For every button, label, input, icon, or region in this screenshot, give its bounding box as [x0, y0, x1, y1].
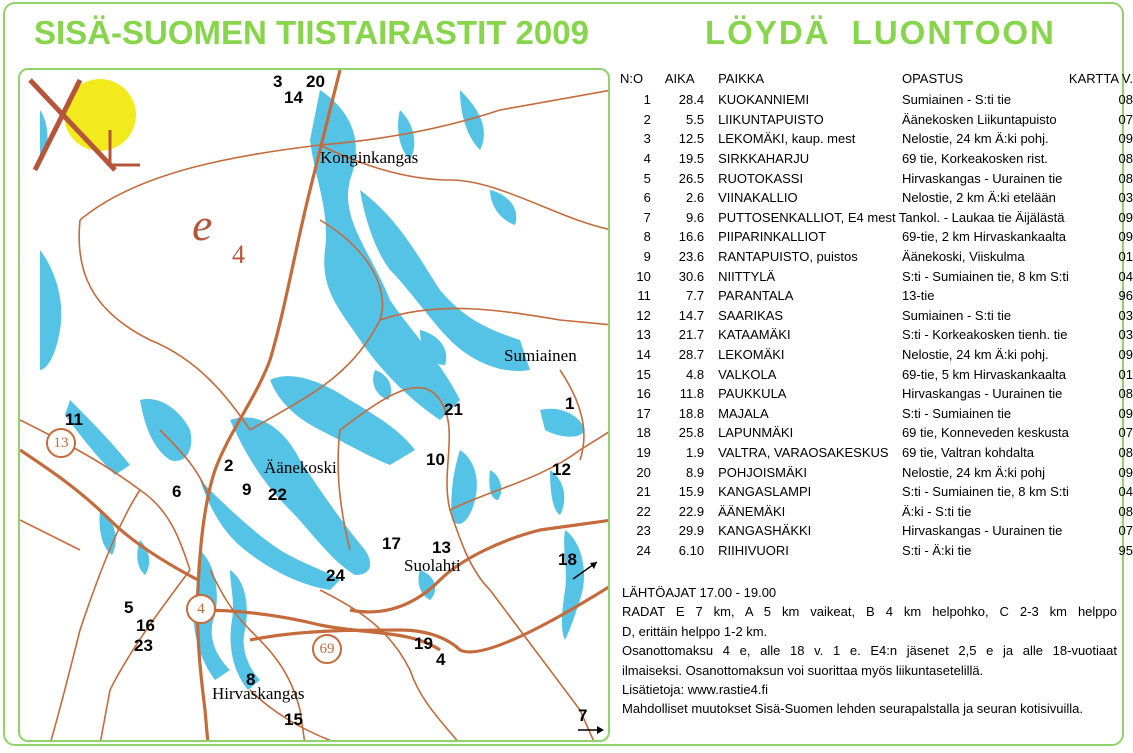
cell-opastus: Sumiainen - S:ti tie [901, 92, 1012, 108]
control-22[interactable]: 22 [268, 485, 287, 504]
changes-note: Mahdolliset muutokset Sisä-Suomen lehden seurapalstalla ja seuran kotisivuilla. [622, 701, 1084, 717]
cell-kartta: 08 [1118, 444, 1133, 460]
cell-kartta: 04 [1118, 268, 1133, 284]
cell-paikka: SAARIKAS [718, 307, 784, 323]
cell-opastus: Äänekosken Liikuntapuisto [901, 111, 1057, 127]
cell-kartta: 07 [1118, 523, 1133, 539]
control-23[interactable]: 23 [134, 636, 153, 655]
table-row [620, 208, 1133, 228]
cell-paikka: RUOTOKASSI [718, 170, 804, 186]
table-row [620, 227, 1133, 247]
header-aika: AIKA [664, 70, 695, 86]
cell-no: 20 [636, 464, 651, 480]
cell-paikka: KATAAMÄKI [718, 327, 791, 343]
cell-opastus: S:ti - Ä:ki tie [901, 542, 972, 558]
control-3[interactable]: 3 [273, 72, 283, 91]
cell-no: 2 [643, 111, 651, 127]
cell-opastus: 69 tie, Korkeakosken rist. [901, 151, 1048, 167]
cell-kartta: 08 [1118, 151, 1133, 167]
cell-opastus: Hirvaskangas - Uurainen tie [901, 386, 1063, 402]
cell-aika: 19.5 [678, 151, 705, 167]
cell-paikka: RIIHIVUORI [718, 542, 789, 558]
cell-no: 4 [643, 151, 651, 167]
cell-no: 5 [643, 170, 651, 186]
table-row [620, 521, 1133, 541]
control-1[interactable]: 1 [565, 394, 575, 413]
cell-opastus: Nelostie, 24 km Ä:ki pohj. [901, 131, 1049, 147]
cell-no: 19 [636, 444, 651, 460]
cell-kartta: 09 [1118, 209, 1133, 225]
cell-kartta: 01 [1118, 249, 1133, 265]
cell-opastus: 13-tie [901, 288, 935, 304]
control-21[interactable]: 21 [444, 400, 463, 419]
header-opastus: OPASTUS [901, 70, 964, 86]
cell-paikka: LEKOMÄKI, kaup. mest [718, 131, 856, 147]
table-row [620, 90, 1133, 110]
cell-opastus: 69 tie, Valtran kohdalta [901, 444, 1034, 460]
cell-kartta: 09 [1118, 405, 1133, 421]
cell-no: 22 [636, 503, 651, 519]
cell-opastus: Nelostie, 24 km Ä:ki pohj. [901, 347, 1049, 363]
control-15[interactable]: 15 [284, 710, 303, 729]
cell-aika: 14.7 [678, 307, 705, 323]
place-aanekoski: Äänekoski [264, 458, 337, 477]
cell-aika: 11.8 [679, 386, 705, 402]
table-row [620, 110, 1133, 130]
cell-paikka: KANGASHÄKKI [718, 523, 812, 539]
cell-aika: 26.5 [678, 170, 705, 186]
control-10[interactable]: 10 [426, 450, 445, 469]
control-9[interactable]: 9 [242, 480, 252, 499]
cell-paikka: VALKOLA [718, 366, 777, 382]
control-20[interactable]: 20 [306, 72, 325, 91]
poster-slogan: LÖYDÄ LUONTOON [705, 14, 1056, 51]
cell-aika: 30.6 [678, 268, 705, 284]
poster-title: SISÄ-SUOMEN TIISTAIRASTIT 2009 [34, 14, 589, 51]
cell-opastus: S:ti - Sumiainen tie, 8 km S:ti [901, 268, 1069, 284]
table-row [620, 266, 1133, 286]
cell-paikka: PAUKKULA [718, 386, 787, 402]
event-info [622, 583, 1117, 719]
cell-aika: 22.9 [678, 503, 705, 519]
cell-kartta: 08 [1118, 92, 1133, 108]
table-body [620, 90, 1133, 560]
table-row [620, 404, 1133, 424]
cell-no: 11 [637, 288, 651, 304]
cell-kartta: 96 [1118, 288, 1133, 304]
cell-opastus: S:ti - Korkeakosken tienh. tie [901, 327, 1068, 343]
table-row [620, 286, 1133, 306]
cell-opastus: Äänekoski, Viiskulma [901, 249, 1025, 265]
header-paikka: PAIKKA [718, 70, 765, 86]
cell-paikka: LIIKUNTAPUISTO [718, 111, 824, 127]
cell-no: 13 [636, 327, 651, 343]
cell-paikka: POHJOISMÄKI [718, 464, 807, 480]
table-row [620, 129, 1133, 149]
cell-aika: 7.7 [686, 288, 705, 304]
table-row [620, 501, 1133, 521]
place-konginkangas: Konginkangas [320, 148, 419, 167]
cell-opastus: S:ti - Sumiainen tie, 8 km S:ti [901, 484, 1069, 500]
cell-aika: 25.8 [678, 425, 705, 441]
cell-paikka: PARANTALA [718, 288, 794, 304]
cell-aika: 6.10 [678, 542, 705, 558]
cell-kartta: 03 [1118, 327, 1133, 343]
control-24[interactable]: 24 [326, 566, 345, 585]
cell-kartta: 08 [1118, 503, 1133, 519]
place-hirvaskangas: Hirvaskangas [212, 684, 305, 703]
control-19[interactable]: 19 [414, 634, 433, 653]
cell-opastus: 69-tie, 2 km Hirvaskankaalta [901, 229, 1066, 245]
cell-opastus: Hirvaskangas - Uurainen tie [901, 523, 1063, 539]
table-row [620, 423, 1133, 443]
place-suolahti: Suolahti [404, 556, 461, 575]
cell-paikka: LAPUNMÄKI [718, 425, 794, 441]
cell-opastus: Sumiainen - S:ti tie [901, 307, 1012, 323]
table-row [620, 306, 1133, 326]
cell-no: 6 [643, 190, 651, 206]
cell-paikka: KUOKANNIEMI [718, 92, 810, 108]
table-row [620, 188, 1133, 208]
control-13[interactable]: 13 [432, 538, 451, 557]
cell-paikka: ÄÄNEMÄKI [718, 503, 786, 519]
cell-paikka: MAJALA [718, 405, 769, 421]
cell-kartta: 07 [1118, 111, 1133, 127]
control-7[interactable]: 7 [578, 706, 588, 725]
cell-kartta: 09 [1118, 229, 1133, 245]
cell-aika: 16.6 [678, 229, 705, 245]
cell-paikka: VIINAKALLIO [718, 190, 798, 206]
cell-no: 9 [643, 249, 651, 265]
table-row [620, 384, 1133, 404]
cell-aika: 15.9 [678, 484, 705, 500]
cell-paikka: NIITTYLÄ [718, 268, 776, 284]
logo-number: 4 [232, 240, 245, 269]
logo-letter: e [192, 199, 213, 250]
table-row [620, 482, 1133, 502]
table-row [620, 443, 1133, 463]
cell-paikka: RANTAPUISTO, puistos [718, 249, 858, 265]
cell-no: 12 [636, 307, 651, 323]
road-sign-4: 4 [186, 594, 216, 624]
cell-paikka: KANGASLAMPI [718, 484, 812, 500]
control-17[interactable]: 17 [382, 534, 401, 553]
control-2[interactable]: 2 [224, 456, 234, 475]
cell-no: 24 [636, 542, 651, 558]
cell-paikka: LEKOMÄKI [718, 347, 785, 363]
control-16[interactable]: 16 [136, 616, 155, 635]
controls-table [620, 66, 1133, 560]
courses-line-1: RADAT E 7 km, A 5 km vaikeat, B 4 km helpohko, C 2-3 km helppo [622, 604, 1117, 620]
cell-aika: 1.9 [686, 444, 705, 460]
place-sumiainen: Sumiainen [504, 346, 577, 365]
arrow-7-head [597, 726, 604, 734]
cell-kartta: 07 [1118, 425, 1133, 441]
table-header-row [620, 66, 1133, 90]
cell-aika: 28.7 [678, 347, 705, 363]
cell-aika: 2.6 [686, 190, 705, 206]
table-row [620, 149, 1133, 169]
cell-paikka: PIIPARINKALLIOT [718, 229, 827, 245]
cell-no: 16 [636, 386, 651, 402]
cell-aika: 21.7 [678, 327, 705, 343]
cell-aika: 8.9 [686, 464, 705, 480]
control-11[interactable]: 11 [65, 410, 83, 429]
cell-kartta: 08 [1118, 386, 1133, 402]
cell-kartta: 03 [1118, 307, 1133, 323]
cell-no: 17 [636, 405, 651, 421]
table-row [620, 247, 1133, 267]
cell-opastus: 69-tie, 5 km Hirvaskankaalta [901, 366, 1066, 382]
cell-kartta: 08 [1118, 170, 1133, 186]
cell-no: 21 [636, 484, 651, 500]
cell-no: 23 [636, 523, 651, 539]
cell-paikka: PUTTOSENKALLIOT, E4 mest Tankol. - Laukaa tie Äijälästä [718, 209, 1065, 225]
cell-aika: 4.8 [686, 366, 705, 382]
table-row [620, 168, 1133, 188]
start-times: LÄHTÖAJAT 17.00 - 19.00 [622, 585, 777, 600]
cell-kartta: 95 [1118, 542, 1133, 558]
cell-kartta: 09 [1118, 131, 1133, 147]
cell-opastus: Ä:ki - S:ti tie [901, 503, 972, 519]
cell-no: 15 [636, 366, 651, 382]
cell-aika: 5.5 [686, 111, 705, 127]
control-6[interactable]: 6 [172, 482, 182, 501]
cell-kartta: 03 [1118, 190, 1133, 206]
cell-opastus: S:ti - Sumiainen tie [901, 405, 1012, 421]
cell-paikka: VALTRA, VARAOSAKESKUS [718, 444, 889, 460]
cell-no: 18 [636, 425, 651, 441]
cell-aika: 18.8 [678, 405, 705, 421]
control-18[interactable]: 18 [558, 550, 577, 569]
cell-aika: 12.5 [678, 131, 705, 147]
cell-aika: 29.9 [678, 523, 705, 539]
cell-no: 10 [636, 268, 651, 284]
fee-line-1: Osanottomaksu 4 e, alle 18 v. 1 e. E4:n jäsenet 2,5 e ja alle 18-vuotiaat [622, 643, 1117, 659]
cell-aika: 28.4 [678, 92, 705, 108]
e4-logo [20, 70, 150, 180]
cell-opastus: 69 tie, Konneveden keskusta [901, 425, 1069, 441]
cell-opastus: Nelostie, 24 km Ä:ki pohj [901, 464, 1046, 480]
cell-opastus: Nelostie, 2 km Ä:ki etelään [901, 190, 1056, 206]
table-row [620, 345, 1133, 365]
control-4[interactable]: 4 [436, 650, 446, 669]
table-row [620, 541, 1133, 561]
cell-opastus: Hirvaskangas - Uurainen tie [901, 170, 1063, 186]
control-8[interactable]: 8 [246, 670, 256, 689]
control-12[interactable]: 12 [552, 460, 571, 479]
road-sign-13: 13 [46, 428, 76, 458]
cell-kartta: 01 [1118, 366, 1133, 382]
table-row [620, 364, 1133, 384]
cell-no: 1 [643, 92, 651, 108]
more-info: Lisätietoja: www.rastie4.fi [622, 682, 768, 698]
cell-no: 3 [643, 131, 651, 147]
cell-no: 8 [643, 229, 651, 245]
control-5[interactable]: 5 [124, 598, 134, 617]
cell-kartta: 04 [1118, 484, 1133, 500]
cell-no: 14 [636, 347, 651, 363]
fee-line-2: ilmaiseksi. Osanottomaksun voi suorittaa myös liikuntasetelillä. [622, 662, 984, 678]
table-row [620, 462, 1133, 482]
cell-kartta: 09 [1118, 464, 1133, 480]
cell-aika: 9.6 [686, 209, 705, 225]
cell-paikka: SIRKKAHARJU [718, 151, 810, 167]
cell-kartta: 09 [1118, 347, 1133, 363]
cell-aika: 23.6 [678, 249, 705, 265]
orienteering-map[interactable] [18, 68, 610, 742]
header-kartta: KARTTA V. [1068, 70, 1133, 86]
courses-line-2: D, erittäin helppo 1-2 km. [622, 623, 768, 639]
table-row [620, 325, 1133, 345]
road-sign-69: 69 [312, 634, 342, 664]
control-14[interactable]: 14 [284, 88, 303, 107]
header-no: N:O [620, 70, 644, 86]
cell-no: 7 [643, 209, 651, 225]
